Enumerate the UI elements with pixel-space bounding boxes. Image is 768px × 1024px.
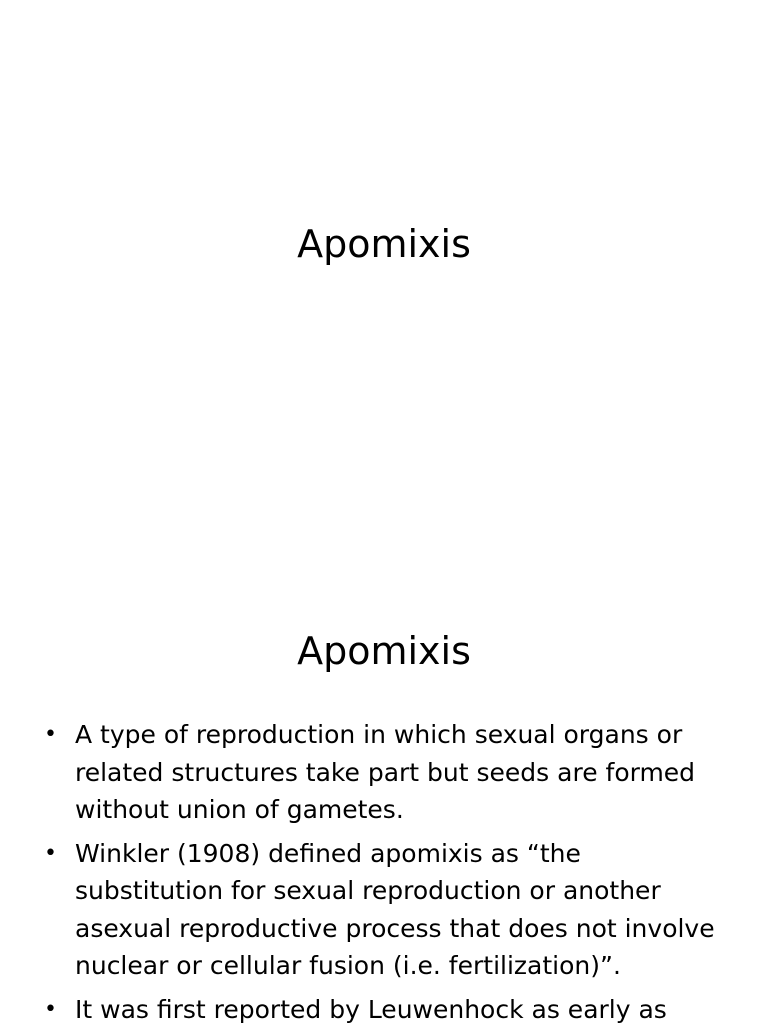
bullet-item [44,835,734,985]
bullet-list [44,716,734,1024]
bullet-item [44,991,734,1024]
bullet-dot-icon: • [44,996,57,1022]
bullet-text: Winkler (1908) defined apomixis as “the substitution for sexual reproduction or another asexual reproductive process that does not involve nuclear or cellular fusion (i.e. fertilization)”. [75,838,715,980]
bullet-dot-icon: • [44,840,57,866]
bullet-text: It was first reported by Leuwenhock as early as [75,994,667,1024]
bullet-dot-icon: • [44,722,57,747]
slide-1-title: Apomixis [297,222,471,266]
bullet-item [44,716,734,829]
slide-2-title: Apomixis [297,629,471,673]
bullet-text: A type of reproduction in which sexual organs or related structures take part but seeds are formed without union of gametes. [75,720,696,824]
